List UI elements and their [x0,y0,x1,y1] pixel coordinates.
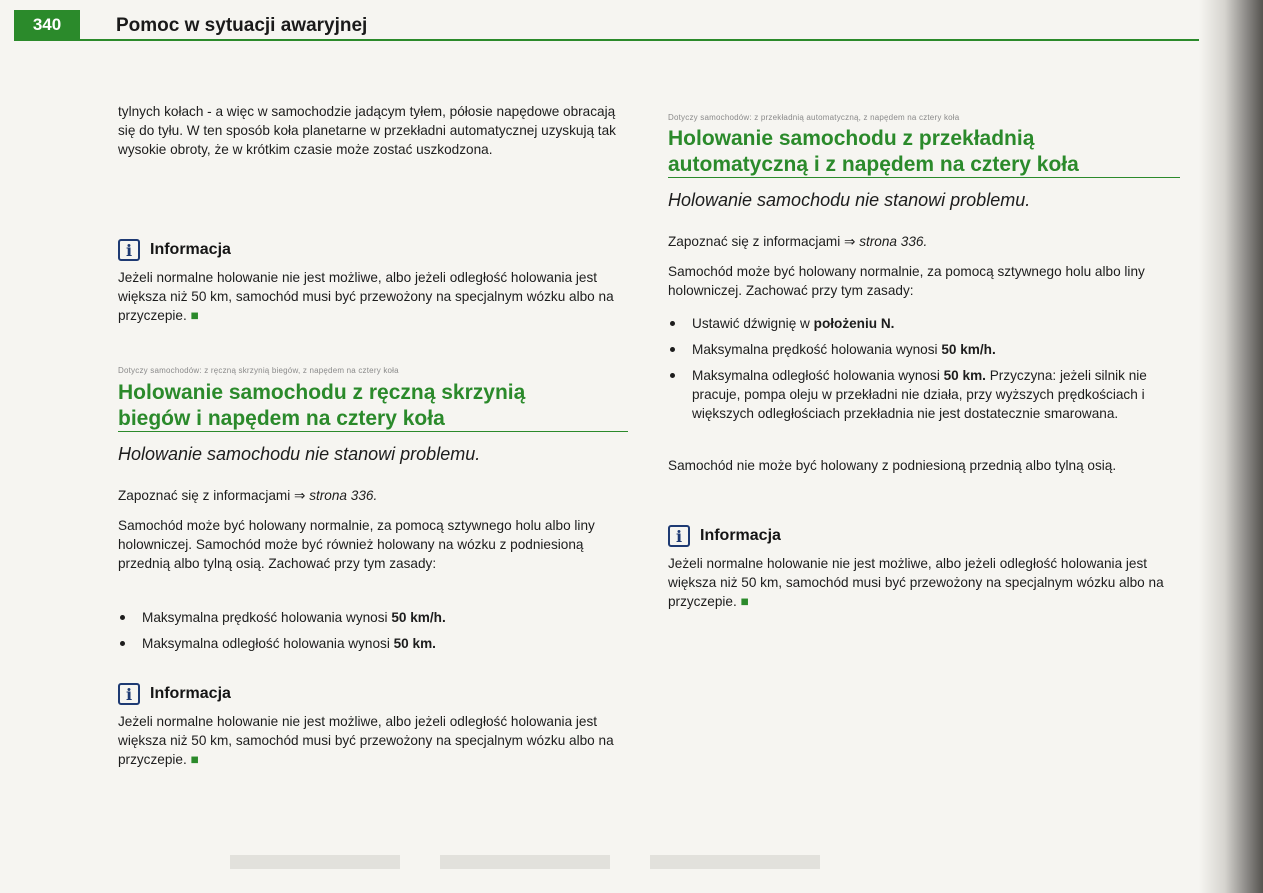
end-square-icon: ■ [190,752,199,767]
reference-line: Zapoznać się z informacjami ⇒ strona 336. [668,234,928,249]
breadcrumb: Dotyczy samochodów: z przekładnią automatyczną, z napędem na cztery koła [668,113,960,122]
info-box-2 [118,680,628,769]
footer-strip [230,855,1010,877]
page-header [0,0,1263,40]
reference-line: Zapoznać się z informacjami ⇒ strona 336. [118,488,378,503]
list-item: Maksymalna odległość holowania wynosi 50 km. Przyczyna: jeżeli silnik nie pracuje, pompa oleju w przekładni nie działa, przy wyższych prędkościach i większych odległościach przekładnia nie jest dostatecznie smarowana. [668,366,1178,423]
bullet-list [118,608,628,660]
info-box [668,522,1178,611]
section-title: Holowanie samochodu z przekładnią automatyczną i z napędem na cztery koła [668,127,1079,176]
header-rule [14,39,1204,41]
intro-paragraph: tylnych kołach - a więc w samochodzie jadącym tyłem, półosie napędowe obracają się do tyłu. W ten sposób koła planetarne w przekładni automatycznej uzyskują tak wysokie obroty, że w krótkim czasie może zostać uszkodzona. [118,104,616,157]
section-rule [118,431,628,432]
info-icon: i [668,525,690,547]
footer-tab [440,855,610,869]
info-icon: i [118,239,140,261]
footer-tab [650,855,820,869]
body-paragraph: Samochód nie może być holowany z podniesioną przednią albo tylną osią. [668,458,1117,473]
list-item: Maksymalna odległość holowania wynosi 50 km. [118,634,628,653]
body-paragraph: Samochód może być holowany normalnie, za pomocą sztywnego holu albo liny holowniczej. Zachować przy tym zasady: [668,264,1145,298]
body-paragraph: Samochód może być holowany normalnie, za pomocą sztywnego holu albo liny holowniczej. Samochód może być również holowany na wózku z podniesioną przednią albo tylną osią. Zachować przy tym zasady: [118,518,595,571]
footer-tab [230,855,400,869]
info-text: Jeżeli normalne holowanie nie jest możliwe, albo jeżeli odległość holowania jest większa niż 50 km, samochód musi być przewożony na specjalnym wózku albo na przyczepie. ■ [668,556,1164,609]
info-title: Informacja [150,241,231,258]
list-item: Maksymalna prędkość holowania wynosi 50 km/h. [118,608,628,627]
info-text: Jeżeli normalne holowanie nie jest możliwe, albo jeżeli odległość holowania jest większa niż 50 km, samochód musi być przewożony na specjalnym wózku albo na przyczepie. ■ [118,270,614,323]
page-number: 340 [14,10,80,40]
list-item: Ustawić dźwignię w położeniu N. [668,314,1178,333]
section-rule [668,177,1180,178]
info-title: Informacja [700,527,781,544]
info-title: Informacja [150,685,231,702]
subheading: Holowanie samochodu nie stanowi problemu. [668,190,1031,210]
chapter-title: Pomoc w sytuacji awaryjnej [116,15,368,36]
end-square-icon: ■ [190,308,199,323]
subheading: Holowanie samochodu nie stanowi problemu. [118,444,481,464]
bullet-list [668,314,1178,430]
section-title: Holowanie samochodu z ręczną skrzynią biegów i napędem na cztery koła [118,381,526,430]
info-text: Jeżeli normalne holowanie nie jest możliwe, albo jeżeli odległość holowania jest większa niż 50 km, samochód musi być przewożony na specjalnym wózku albo na przyczepie. ■ [118,714,614,767]
info-icon: i [118,683,140,705]
list-item: Maksymalna prędkość holowania wynosi 50 km/h. [668,340,1178,359]
end-square-icon: ■ [740,594,749,609]
breadcrumb: Dotyczy samochodów: z ręczną skrzynią biegów, z napędem na cztery koła [118,366,399,375]
info-box-1 [118,236,628,325]
book-spine-shadow [1199,0,1263,893]
